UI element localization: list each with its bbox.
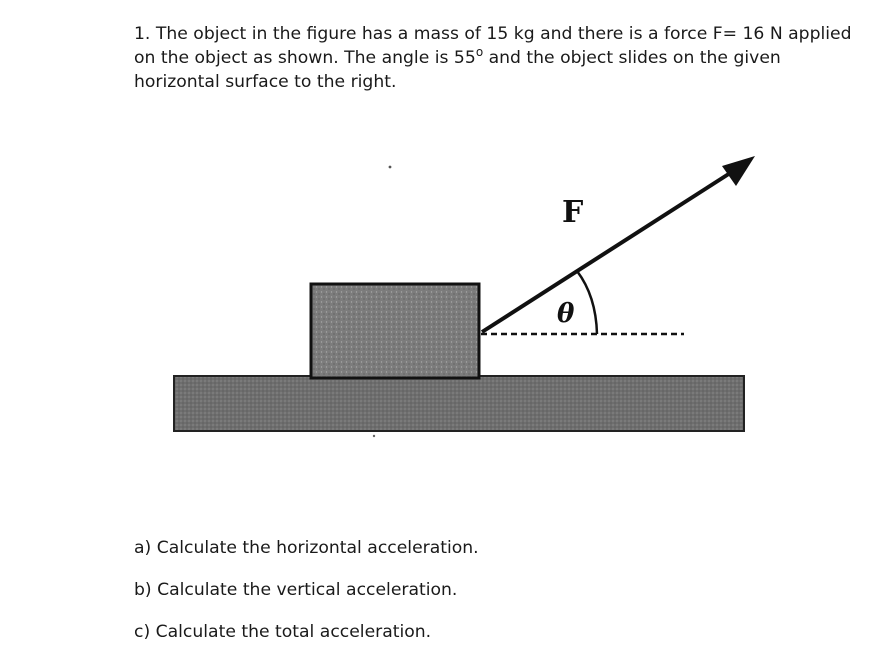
horizontal-surface xyxy=(174,376,744,431)
angle-label: θ xyxy=(557,299,575,329)
degree-symbol: o xyxy=(475,45,484,59)
force-label: F xyxy=(562,195,584,230)
question-a: a) Calculate the horizontal acceleration. xyxy=(134,538,479,558)
problem-text-part-1: The object in the figure has a mass of 15 kg and there is a force F= 16 N applied on the object as shown. The angle is 55 xyxy=(134,24,852,68)
force-arrow-shaft xyxy=(482,168,738,332)
speck xyxy=(389,166,392,169)
force-arrow-head xyxy=(722,156,755,186)
problem-number: 1. xyxy=(134,24,151,44)
angle-arc xyxy=(577,271,597,334)
question-b: b) Calculate the vertical acceleration. xyxy=(134,580,458,600)
speck xyxy=(373,435,375,437)
block-object xyxy=(311,284,479,378)
problem-text-part-2: and the object slides on the given horizontal surface to the right. xyxy=(134,48,781,92)
question-c: c) Calculate the total acceleration. xyxy=(134,622,432,642)
